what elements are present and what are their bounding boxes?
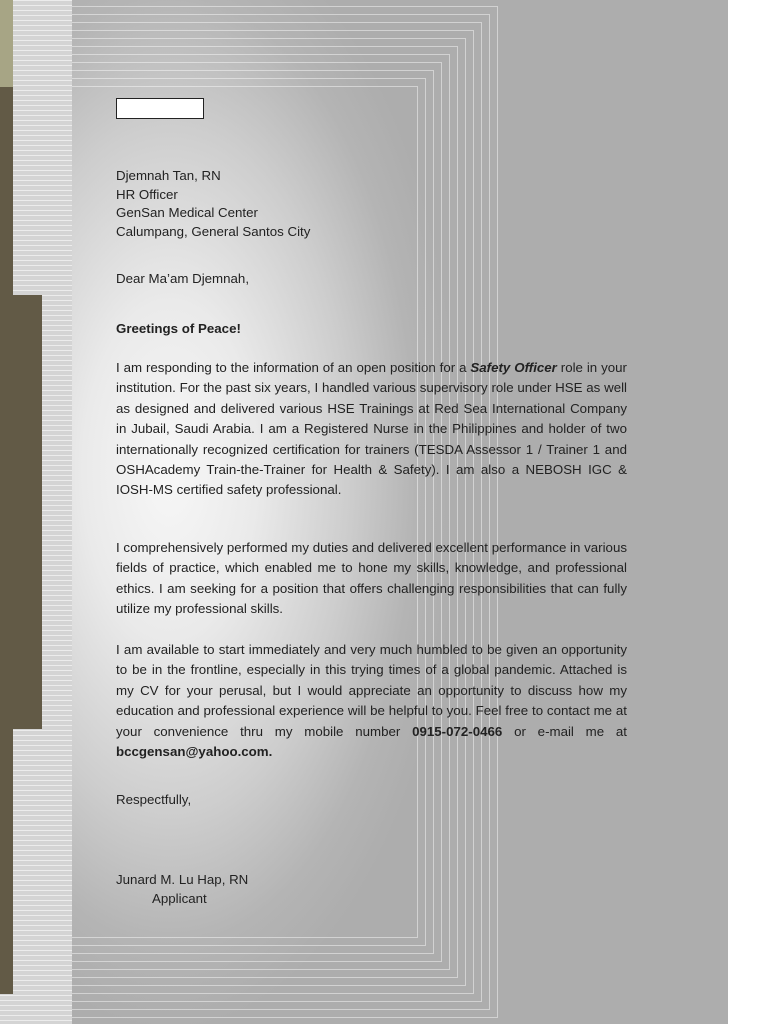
recipient-organization: GenSan Medical Center — [116, 205, 258, 220]
closing: Respectfully, — [116, 792, 192, 807]
recipient-address: Calumpang, General Santos City — [116, 223, 311, 239]
accent-bar-top — [0, 0, 13, 87]
date-field-box — [116, 98, 204, 119]
email-address: bccgensan@yahoo.com — [116, 744, 269, 760]
accent-bar-wide — [0, 295, 42, 729]
signature-block — [116, 871, 627, 908]
signature-name: Junard M. Lu Hap, RN — [116, 872, 249, 887]
recipient-title: HR Officer — [116, 186, 178, 202]
greeting: Greetings of Peace! — [116, 321, 241, 336]
salutation: Dear Ma’am Djemnah, — [116, 271, 250, 286]
signature-title: Applicant — [152, 890, 207, 906]
paragraph-3: I am available to start immediately and very much humbled to be given an opportunity to be in the frontline, especially in this trying times of a global pandemic. Attached is my CV for your perusal, but I would appreciate an opportunity to discuss how my education and professional experience will be helpful to you. Feel free to contact me at your convenience thru my mobile number 0915-072-0466 or e-mail me at bccgensan@yahoo.com. — [116, 642, 627, 760]
mobile-number: 0915-072-0466 — [412, 723, 503, 739]
paragraph-2: I comprehensively performed my duties and delivered excellent performance in various fields of practice, which enabled me to hone my skills, knowledge, and professional ethics. I am seeking for a position that offers challenging responsibilities that can fully utilize my professional skills. — [116, 540, 627, 617]
position-title: Safety Officer — [470, 360, 557, 375]
recipient-name: Djemnah Tan, RN — [116, 168, 221, 183]
recipient-block — [116, 167, 627, 241]
paragraph-1: I am responding to the information of an open position for a Safety Officer role in your institution. For the past six years, I handled various supervisory role under HSE as well as designed and delivered various HSE Trainings at Red Sea International Company in Jubail, Saudi Arabia. I am a Registered Nurse in the Philippines and holder of two internationally recognized certification for trainers (TESDA Assessor 1 / Trainer 1 and OSHAcademy Train-the-Trainer for Health & Safety). I am also a NEBOSH IGC & IOSH-MS certified safety professional. — [116, 360, 627, 498]
